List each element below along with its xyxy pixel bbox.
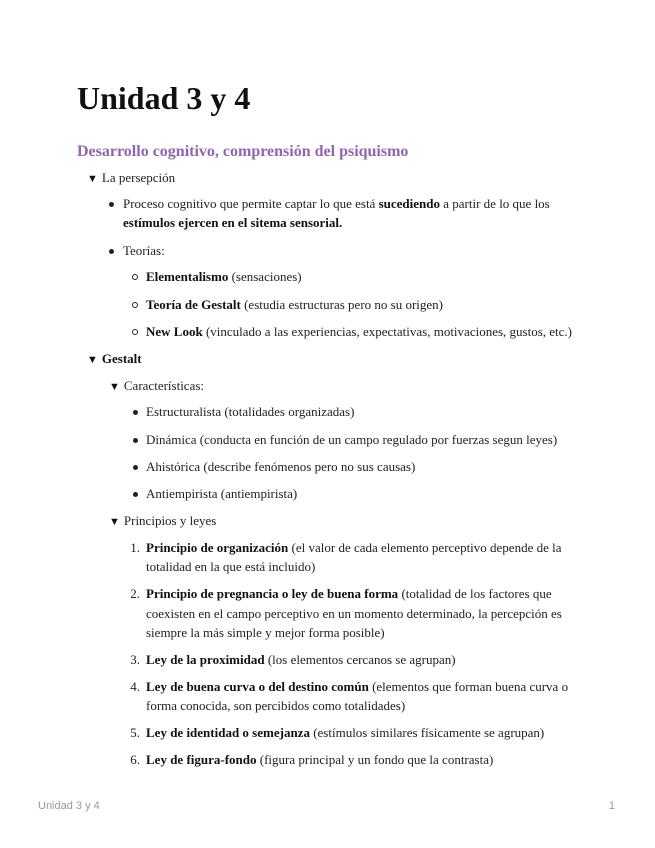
toggle-percepcion[interactable]	[87, 169, 175, 188]
bullet-icon	[133, 492, 138, 497]
text: (sensaciones)	[228, 269, 302, 284]
bold-text: Ley de la proximidad	[146, 652, 265, 667]
list-number: 5.	[130, 725, 140, 740]
circle-bullet-icon	[132, 329, 138, 335]
text: (estímulos similares físicamente se agrupan)	[309, 725, 545, 740]
list-item-continuation	[123, 214, 342, 232]
circle-bullet-icon	[132, 274, 138, 280]
circle-bullet-icon	[132, 302, 138, 308]
bullet-icon	[133, 465, 138, 470]
bold-text: Principio de organización	[146, 540, 289, 555]
list-item-continuation: totalidad en la que está incluido)	[146, 559, 316, 574]
bullet-icon	[133, 438, 138, 443]
list-item-continuation: siempre la más simple y mejor forma posible)	[146, 625, 385, 640]
text: (los elementos cercanos se agrupan)	[264, 652, 456, 667]
list-item	[146, 296, 443, 314]
toggle-gestalt[interactable]	[87, 350, 142, 369]
bold-text: Ley de buena curva o del destino común	[146, 679, 369, 694]
list-item	[146, 323, 572, 341]
toggle-label: Principios y leyes	[123, 513, 217, 528]
list-item: Estructuralista (totalidades organizadas)	[146, 404, 355, 419]
bold-text: New Look	[146, 324, 203, 339]
list-item: Teorías:	[123, 243, 165, 258]
bold-text: Ley de figura-fondo	[146, 752, 257, 767]
text: Proceso cognitivo que permite captar lo que está	[123, 196, 379, 211]
toggle-label: Características:	[123, 378, 205, 393]
bullet-icon	[133, 410, 138, 415]
toggle-principios[interactable]	[109, 512, 216, 531]
list-item: Dinámica (conducta en función de un campo regulado por fuerzas segun leyes)	[146, 432, 558, 447]
bold-text: Elementalismo	[146, 269, 229, 284]
list-number: 6.	[130, 752, 140, 767]
list-item	[146, 678, 568, 696]
text: a partir de lo que los	[440, 196, 550, 211]
toggle-label: La persepción	[101, 170, 176, 185]
toggle-caracteristicas[interactable]	[109, 377, 204, 396]
footer-doc-title: Unidad 3 y 4	[38, 800, 100, 812]
list-number: 4.	[130, 679, 140, 694]
footer-page-number: 1	[608, 800, 615, 812]
list-number: 3.	[130, 652, 140, 667]
page-title: Unidad 3 y 4	[77, 80, 251, 116]
toggle-triangle-icon[interactable]: ▼	[109, 381, 120, 393]
list-item	[146, 651, 456, 669]
list-item-continuation: forma conocida, son percibidos como totalidades)	[146, 698, 406, 713]
text: (figura principal y un fondo que la contrasta)	[256, 752, 494, 767]
list-item	[146, 751, 493, 769]
bold-text: estímulos ejercen en el sitema sensorial.	[123, 215, 343, 230]
bold-text: sucediendo	[378, 196, 440, 211]
text: (totalidad de los factores que	[398, 586, 552, 601]
text: (elementos que forman buena curva o	[368, 679, 569, 694]
list-item	[146, 539, 562, 557]
toggle-label: Gestalt	[101, 351, 142, 366]
bullet-icon	[109, 249, 114, 254]
list-number: 2.	[130, 586, 140, 601]
list-item: Ahistórica (describe fenómenos pero no sus causas)	[146, 459, 416, 474]
list-item	[146, 268, 302, 286]
list-item-continuation: coexisten en el campo perceptivo en un momento determinado, la percepción es	[146, 606, 562, 621]
list-item	[146, 585, 552, 603]
list-number: 1.	[130, 540, 140, 555]
bold-text: Teoría de Gestalt	[146, 297, 241, 312]
list-item	[123, 195, 550, 213]
text: (estudia estructuras pero no su origen)	[240, 297, 444, 312]
toggle-triangle-icon[interactable]: ▼	[87, 173, 98, 185]
bullet-icon	[109, 202, 114, 207]
toggle-triangle-icon[interactable]: ▼	[87, 354, 98, 366]
list-item: Antiempirista (antiempirista)	[146, 486, 298, 501]
text: (vinculado a las experiencias, expectativas, motivaciones, gustos, etc.)	[202, 324, 572, 339]
list-item	[146, 724, 544, 742]
text: (el valor de cada elemento perceptivo depende de la	[288, 540, 562, 555]
section-heading: Desarrollo cognitivo, comprensión del psiquismo	[77, 143, 409, 160]
bold-text: Principio de pregnancia o ley de buena forma	[146, 586, 399, 601]
bold-text: Ley de identidad o semejanza	[146, 725, 310, 740]
toggle-triangle-icon[interactable]: ▼	[109, 516, 120, 528]
